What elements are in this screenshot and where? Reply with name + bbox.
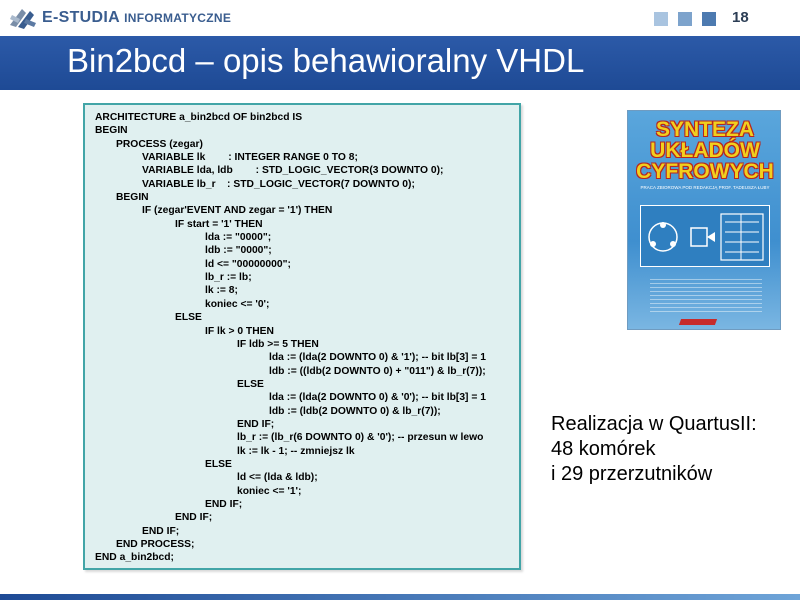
code-line: lda := "0000"; (205, 232, 272, 244)
code-line: END IF; (175, 512, 213, 524)
code-line: PROCESS (zegar) (116, 138, 203, 150)
header-square-3 (702, 12, 716, 26)
code-line: lb_r := lb; (205, 272, 252, 284)
book-title-line-1: SYNTEZA (655, 118, 754, 141)
book-cover-image (627, 110, 781, 330)
code-line: END PROCESS; (116, 539, 195, 550)
code-line: BEGIN (95, 125, 128, 137)
book-diagram (640, 205, 770, 267)
book-title (628, 119, 781, 182)
code-line: END IF; (205, 498, 243, 510)
slide-header (0, 0, 800, 38)
code-line: VARIABLE lda, ldb : STD_LOGIC_VECTOR(3 DOWNTO 0); (142, 165, 444, 177)
code-line: IF ldb >= 5 THEN (237, 338, 319, 350)
code-line: IF start = '1' THEN (175, 218, 263, 230)
code-line: koniec <= '0'; (205, 298, 270, 310)
book-number-pattern (650, 279, 762, 315)
book-title-line-3: CYFROWYCH (636, 160, 774, 183)
book-diagram-graphic (641, 206, 771, 268)
book-title-line-2: UKŁADÓW (650, 139, 760, 162)
logo-sub-text: INFORMATYCZNE (124, 11, 232, 25)
code-line: ldb := (ldb(2 DOWNTO 0) & lb_r(7)); (269, 405, 441, 417)
realizacja-line-1: Realizacja w QuartusII: (551, 413, 757, 435)
code-line: lk := 8; (205, 285, 238, 297)
code-line: ldb := ((ldb(2 DOWNTO 0) + "011") & lb_r(7)); (269, 365, 486, 377)
realizacja-line-3: i 29 przerzutników (551, 463, 713, 485)
slide-title: Bin2bcd – opis behawioralny VHDL (67, 42, 585, 79)
code-line: ARCHITECTURE a_bin2bcd OF bin2bcd IS (95, 112, 303, 123)
code-line: IF (zegar'EVENT AND zegar = '1') THEN (142, 205, 333, 217)
logo-icon (8, 5, 38, 31)
realizacja-line-2: 48 komórek (551, 438, 656, 460)
book-subtitle: PRACA ZBIOROWA POD REDAKCJĄ PROF. TADEUSZA ŁUBY (640, 185, 770, 190)
code-line: END IF; (142, 525, 180, 537)
code-line: BEGIN (116, 192, 149, 204)
header-square-1 (654, 12, 668, 26)
code-line: ELSE (205, 458, 232, 470)
code-line: koniec <= '1'; (237, 485, 302, 497)
logo-text (42, 9, 231, 27)
code-line: lda := (lda(2 DOWNTO 0) & '0'); -- bit lb[3] = 1 (269, 392, 486, 404)
code-line: VARIABLE lk : INTEGER RANGE 0 TO 8; (142, 152, 358, 164)
code-line: ldb := "0000"; (205, 245, 272, 257)
code-line: ld <= (lda & ldb); (237, 472, 318, 484)
page-number: 18 (732, 9, 749, 26)
code-line: ELSE (237, 378, 264, 390)
code-line: lda := (lda(2 DOWNTO 0) & '1'); -- bit lb[3] = 1 (269, 352, 486, 364)
code-listing (95, 111, 486, 565)
code-line: END IF; (237, 418, 275, 430)
realizacja-text (551, 412, 757, 487)
code-line: ELSE (175, 312, 202, 324)
header-squares (654, 12, 716, 26)
logo-main-text: E-STUDIA (42, 9, 120, 26)
footer-bar (0, 594, 800, 600)
code-line: ld <= "00000000"; (205, 258, 291, 270)
code-line: IF lk > 0 THEN (205, 325, 274, 337)
code-line: lk := lk - 1; -- zmniejsz lk (237, 445, 355, 457)
title-bar (0, 36, 800, 90)
code-line: lb_r := (lb_r(6 DOWNTO 0) & '0'); -- przesun w lewo (237, 432, 484, 444)
header-square-2 (678, 12, 692, 26)
code-line: VARIABLE lb_r : STD_LOGIC_VECTOR(7 DOWNTO 0); (142, 178, 415, 190)
logo (8, 5, 231, 31)
code-line: END a_bin2bcd; (95, 552, 174, 564)
code-box (83, 103, 521, 570)
book-publisher-logo (679, 319, 717, 325)
